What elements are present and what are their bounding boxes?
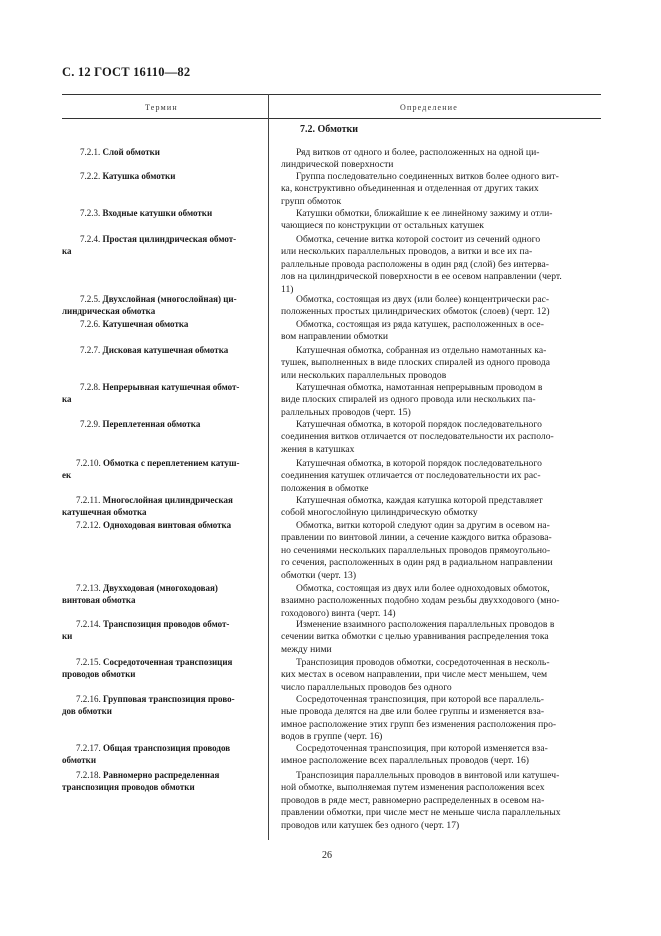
definition-line: Катушечная обмотка, в которой порядок последовательного — [296, 419, 542, 430]
definition-line-continuation: положенных простых цилиндрических обмоток (слоев) (черт. 12) — [281, 306, 550, 318]
definition-line-continuation: 11) — [281, 283, 294, 295]
term-line — [76, 744, 230, 753]
column-header-term: Термин — [145, 103, 178, 112]
definition-line-continuation: собой многослойную цилиндрическую обмотку — [281, 507, 478, 519]
definition-line-continuation: го сечения, расположенных в один ряд в радиальном направлении — [281, 557, 553, 569]
term-name: проводов обмотки — [62, 669, 136, 680]
term-number: 7.2.5. — [80, 294, 101, 304]
term-name: Простая цилиндрическая обмот- — [102, 234, 237, 244]
definition-line-continuation: вом направлении обмотки — [281, 331, 389, 343]
term-line — [76, 695, 235, 704]
term-number: 7.2.4. — [80, 234, 101, 244]
definition-line: Катушечная обмотка, намотанная непрерывным проводом в — [296, 382, 543, 393]
term-name: обмотки — [62, 755, 97, 766]
term-name: Обмотка с переплетением катуш- — [103, 458, 240, 468]
term-line-continuation — [62, 707, 112, 716]
term-line-continuation — [62, 307, 155, 316]
table-header-rule — [62, 118, 601, 119]
definition-line-continuation: число параллельных проводов без одного — [281, 681, 452, 693]
term-name: Многослойная цилиндрическая — [102, 495, 233, 505]
term-number: 7.2.9. — [80, 419, 101, 429]
term-number: 7.2.12. — [76, 520, 101, 530]
term-name: Групповая транспозиция прово- — [103, 694, 235, 704]
definition-line: Сосредоточенная транспозиция, при которой все параллель- — [296, 694, 544, 705]
term-line — [76, 496, 233, 505]
term-line-continuation — [62, 471, 71, 480]
definition-line-continuation: ких местах в осевом направлении, при числе мест меньшем, чем — [281, 669, 548, 681]
term-name: Равномерно распределенная — [103, 770, 220, 780]
definition-line: Обмотка, сечение витка которой состоит из сечений одного — [296, 234, 541, 245]
term-name: дов обмотки — [62, 706, 112, 717]
definition-line: Транспозиция проводов обмотки, сосредоточенная в несколь- — [296, 657, 550, 668]
definition-line-continuation: между ними — [281, 643, 332, 655]
term-number: 7.2.10. — [76, 458, 101, 468]
term-name: катушечная обмотка — [62, 507, 147, 518]
section-title: 7.2. Обмотки — [300, 124, 359, 135]
term-line — [80, 346, 228, 355]
definition-line-continuation: раллельные провода расположены в один ряд (слой) без интерва- — [281, 258, 549, 270]
definition-line-continuation: лов на цилиндрической поверхности в ее осевом направлении (черт. — [281, 271, 562, 283]
definition-line-continuation: ные провода делятся на две или более группы и изменяется вза- — [281, 706, 545, 718]
term-line — [76, 620, 229, 629]
term-number: 7.2.3. — [80, 208, 101, 218]
term-line-continuation — [62, 395, 72, 404]
term-number: 7.2.16. — [76, 694, 101, 704]
term-line — [76, 771, 219, 780]
term-line-continuation — [62, 596, 135, 605]
definition-line-continuation: раллельных проводов (черт. 15) — [281, 406, 411, 418]
definition-line: Обмотка, состоящая из двух (или более) концентрически рас- — [296, 294, 550, 305]
definition-line: Обмотка, витки которой следуют один за другим в осевом на- — [296, 520, 550, 531]
term-name: ки — [62, 631, 73, 642]
term-line-continuation — [62, 783, 195, 792]
term-number: 7.2.14. — [76, 619, 101, 629]
term-line — [76, 521, 231, 530]
definition-line-continuation: имное расположение всех параллельных проводов (черт. 16) — [281, 755, 529, 767]
term-name: линдрическая обмотка — [62, 306, 156, 317]
term-name: ек — [62, 470, 72, 481]
term-name: винтовая обмотка — [62, 595, 136, 606]
term-name: Переплетенная обмотка — [102, 419, 201, 429]
definition-line-continuation: положения в обмотке — [281, 482, 369, 494]
term-name: ка — [62, 246, 72, 257]
term-number: 7.2.11. — [76, 495, 101, 505]
definition-line: Сосредоточенная транспозиция, при которой изменяется вза- — [296, 743, 548, 754]
term-line — [80, 235, 236, 244]
term-line-continuation — [62, 756, 96, 765]
definition-line-continuation: но сечениями нескольких параллельных проводов прямоугольно- — [281, 544, 551, 556]
term-line — [76, 584, 218, 593]
term-name: Транспозиция проводов обмот- — [103, 619, 230, 629]
term-name: Слой обмотки — [102, 147, 160, 157]
definition-line: Ряд витков от одного и более, расположенных на одной ци- — [296, 147, 540, 158]
definition-line-continuation: правлении по винтовой линии, а сечение каждого витка образова- — [281, 532, 552, 544]
definition-line-continuation: линдрической поверхности — [281, 159, 394, 171]
definition-line-continuation: взаимно расположенных подобно ходам резьбы двухходового (мно- — [281, 595, 560, 607]
definition-line-continuation: проводов в ряде мест, равномерно распределенных в осевом на- — [281, 794, 545, 806]
definition-line: Катушечная обмотка, собранная из отдельно намотанных ка- — [296, 345, 547, 356]
term-name: Сосредоточенная транспозиция — [103, 657, 233, 667]
term-name: Входные катушки обмотки — [102, 208, 213, 218]
term-name: Одноходовая винтовая обмотка — [103, 520, 232, 530]
definition-line-continuation: групп обмоток — [281, 195, 342, 207]
term-name: Катушка обмотки — [102, 171, 176, 181]
definition-line: Группа последовательно соединенных витков более одного вит- — [296, 171, 559, 182]
definition-line: Катушки обмотки, ближайшие к ее линейному зажиму и отли- — [296, 208, 553, 219]
definition-line-continuation: проводов или катушек без одного (черт. 17) — [281, 819, 460, 831]
definition-line-continuation: правлении обмотки, при числе мест не меньше числа параллельных — [281, 807, 561, 819]
definition-line: Транспозиция параллельных проводов в винтовой или катушеч- — [296, 770, 560, 781]
definition-line-continuation: ка, конструктивно объединенная и отделенная от других таких — [281, 183, 539, 195]
definition-line-continuation: обмотки (черт. 13) — [281, 569, 357, 581]
definition-line-continuation: сечении витка обмотки с целью уравнивания распределения тока — [281, 631, 549, 643]
table-top-rule — [62, 94, 601, 95]
definition-line-continuation: чающиеся по конструкции от остальных катушек — [281, 220, 484, 232]
term-line-continuation — [62, 632, 72, 641]
definition-line-continuation: или нескольких параллельных проводов, а витки и все их па- — [281, 246, 533, 258]
definition-line-continuation: тушек, выполненных в виде плоских спиралей из одного провода — [281, 357, 551, 369]
term-line — [76, 459, 239, 468]
term-number: 7.2.2. — [80, 171, 101, 181]
term-name: Катушечная обмотка — [102, 319, 189, 329]
page-header: С. 12 ГОСТ 16110—82 — [62, 65, 191, 79]
definition-line-continuation: соединения катушек отличается от последовательности их рас- — [281, 470, 541, 482]
term-line — [80, 320, 188, 329]
definition-line: Обмотка, состоящая из ряда катушек, расположенных в осе- — [296, 319, 544, 330]
definition-line-continuation: или нескольких параллельных проводов — [281, 369, 447, 381]
term-name: Общая транспозиция проводов — [103, 743, 231, 753]
definition-line: Катушечная обмотка, каждая катушка которой представляет — [296, 495, 543, 506]
definition-line: Изменение взаимного расположения параллельных проводов в — [296, 619, 555, 630]
term-line-continuation — [62, 670, 135, 679]
definition-line-continuation: соединения витков отличается от последовательности их располо- — [281, 431, 554, 443]
term-line — [80, 295, 237, 304]
term-line — [80, 420, 200, 429]
definition-line-continuation: ной обмотке, выполняемая путем изменения расположения всех — [281, 782, 545, 794]
term-name: Непрерывная катушечная обмот- — [102, 382, 240, 392]
definition-line-continuation: жения в катушках — [281, 443, 355, 455]
definition-line: Обмотка, состоящая из двух или более одноходовых обмоток, — [296, 583, 550, 594]
term-line — [80, 172, 175, 181]
column-divider — [268, 94, 269, 840]
definition-line: Катушечная обмотка, в которой порядок последовательного — [296, 458, 542, 469]
term-line-continuation — [62, 508, 147, 517]
term-line — [80, 148, 160, 157]
definition-line-continuation: виде плоских спиралей из одного провода или нескольких па- — [281, 394, 536, 406]
term-name: ка — [62, 394, 72, 405]
term-number: 7.2.7. — [80, 345, 101, 355]
definition-line-continuation: водов в группе (черт. 16) — [281, 731, 383, 743]
column-header-definition: Определение — [400, 103, 458, 112]
term-number: 7.2.8. — [80, 382, 101, 392]
term-number: 7.2.18. — [76, 770, 101, 780]
term-line — [80, 383, 239, 392]
term-line — [76, 658, 232, 667]
page-number: 26 — [322, 850, 332, 861]
definition-line-continuation: имное расположение этих групп без изменения расположения про- — [281, 718, 557, 730]
term-number: 7.2.6. — [80, 319, 101, 329]
term-number: 7.2.17. — [76, 743, 101, 753]
term-number: 7.2.1. — [80, 147, 101, 157]
term-line-continuation — [62, 247, 72, 256]
term-name: Двухслойная (многослойная) ци- — [102, 294, 237, 304]
term-name: Двухходовая (многоходовая) — [103, 583, 218, 593]
term-number: 7.2.13. — [76, 583, 101, 593]
definition-line-continuation: гоходового) винта (черт. 14) — [281, 607, 396, 619]
term-number: 7.2.15. — [76, 657, 101, 667]
term-line — [80, 209, 212, 218]
term-name: транспозиция проводов обмотки — [62, 782, 195, 793]
term-name: Дисковая катушечная обмотка — [102, 345, 229, 355]
